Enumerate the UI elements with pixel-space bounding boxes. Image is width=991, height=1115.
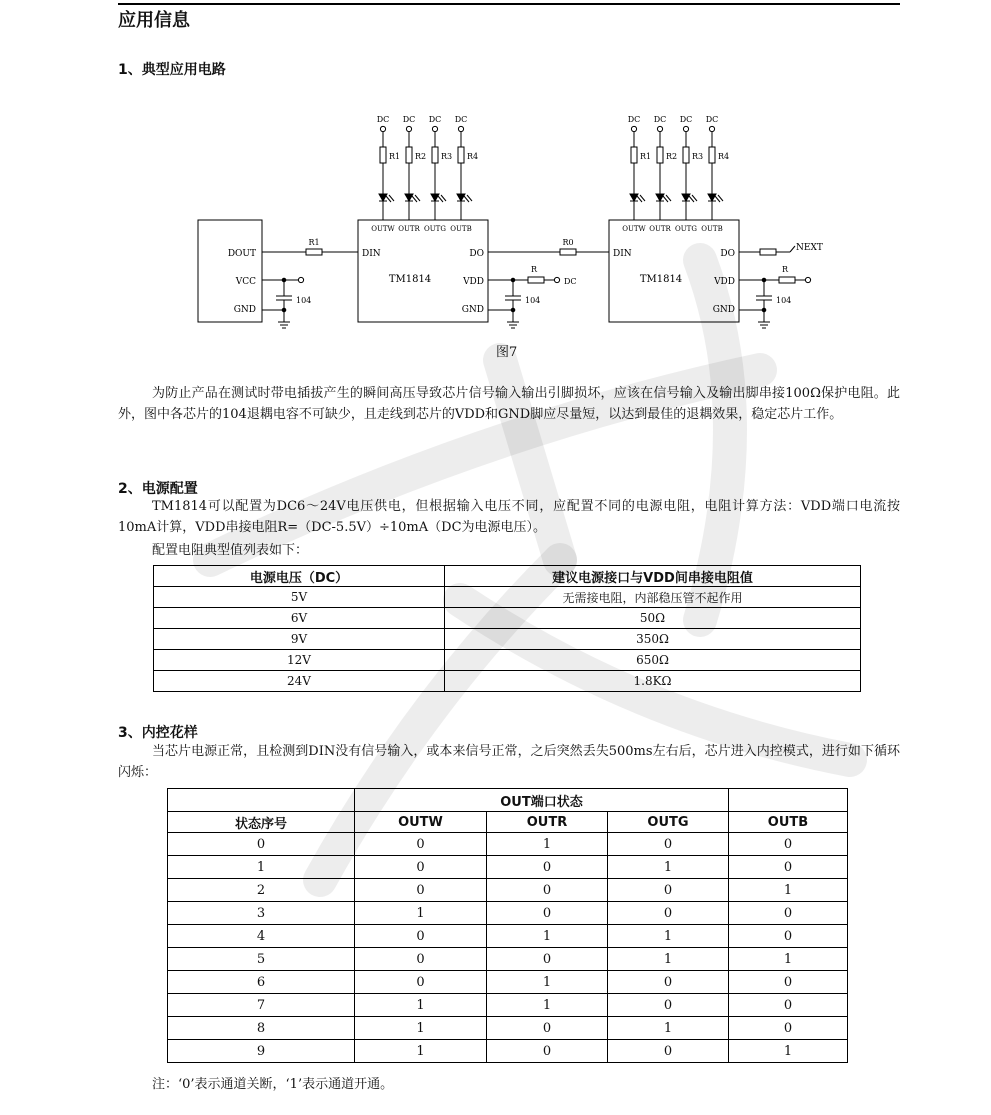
pin-label: DO <box>720 249 735 259</box>
led-symbol <box>656 194 664 201</box>
table-cell: 0 <box>355 879 487 902</box>
terminal <box>554 277 559 282</box>
led-symbol <box>682 194 690 201</box>
table-cell: 0 <box>487 1040 608 1063</box>
table-cell: 0 <box>608 833 729 856</box>
resistor-label: R2 <box>666 152 678 161</box>
dc-label: DC <box>705 115 719 124</box>
group-header: OUT端口状态 <box>355 789 729 812</box>
table-cell: 0 <box>729 833 848 856</box>
resistor-label: R <box>530 265 538 274</box>
resistor-label: R4 <box>718 152 730 161</box>
column-header: 状态序号 <box>168 812 355 833</box>
table-row <box>168 994 848 1017</box>
resistor-label: R1 <box>308 238 320 247</box>
section3-heading: 3、内控花样 <box>118 725 198 741</box>
table-cell: 0 <box>355 833 487 856</box>
dc-label: DC <box>376 115 390 124</box>
figure-caption: 图7 <box>496 345 518 360</box>
resistor-label: R3 <box>692 152 704 161</box>
dc-label: DC <box>653 115 667 124</box>
table-cell: 650Ω <box>445 650 861 671</box>
terminal <box>631 126 636 131</box>
table-cell: 4 <box>168 925 355 948</box>
table-cell: 6V <box>154 608 445 629</box>
terminal <box>683 126 688 131</box>
terminal <box>458 126 463 131</box>
table-cell: 1 <box>168 856 355 879</box>
section1-paragraph: 为防止产品在测试时带电插拔产生的瞬间高压导致芯片信号输入输出引脚损坏，应该在信号输入及输出脚串接100Ω保护电阻。此外，图中各芯片的104退耦电容不可缺少，且走线到芯片的VDD和GND脚应尽量短，以达到最佳的退耦效果，稳定芯片工作。 <box>118 386 900 422</box>
pin-label: GND <box>461 305 484 315</box>
led-resistor <box>406 147 412 163</box>
terminal <box>432 126 437 131</box>
terminal <box>805 277 810 282</box>
empty-header-cell <box>729 789 848 812</box>
table-cell: 1 <box>729 879 848 902</box>
dc-label: DC <box>402 115 416 124</box>
led-resistor <box>657 147 663 163</box>
table-row <box>168 1017 848 1040</box>
table-cell: 1 <box>355 994 487 1017</box>
table-cell: 0 <box>729 994 848 1017</box>
table-cell: 0 <box>355 971 487 994</box>
chip-label: TM1814 <box>388 274 432 285</box>
junction-dot <box>511 308 515 312</box>
output-pin-label: OUTR <box>398 225 420 233</box>
internal-pattern-table <box>167 788 848 1063</box>
pin-label: DIN <box>362 249 381 259</box>
table-cell: 0 <box>487 902 608 925</box>
output-pin-label: OUTR <box>649 225 671 233</box>
dc-label: DC <box>428 115 442 124</box>
section3-paragraph: 当芯片电源正常，且检测到DIN没有信号输入，或本来信号正常，之后突然丢失500ms左右后，芯片进入内控模式，进行如下循环闪烁： <box>118 744 900 780</box>
table-cell: 1 <box>729 948 848 971</box>
table-cell: 5 <box>168 948 355 971</box>
table-cell: 0 <box>487 1017 608 1040</box>
resistor-label: R3 <box>441 152 453 161</box>
vdd-resistor <box>779 277 795 283</box>
terminal <box>380 126 385 131</box>
table-row <box>154 650 861 671</box>
table-cell: 9 <box>168 1040 355 1063</box>
resistor-label: R1 <box>640 152 652 161</box>
application-circuit-diagram <box>190 110 830 335</box>
dc-label: DC <box>679 115 693 124</box>
table-cell: 0 <box>729 1017 848 1040</box>
table-row <box>154 629 861 650</box>
table-cell: 1 <box>608 925 729 948</box>
table-cell: 0 <box>355 948 487 971</box>
column-header: OUTG <box>608 812 729 833</box>
output-pin-label: OUTG <box>675 225 697 233</box>
table-cell: 6 <box>168 971 355 994</box>
led-symbol <box>431 194 439 201</box>
table-cell: 0 <box>168 833 355 856</box>
column-header: OUTW <box>355 812 487 833</box>
table-cell: 1 <box>729 1040 848 1063</box>
next-label: NEXT <box>796 243 823 253</box>
table-row <box>168 925 848 948</box>
led-symbol <box>708 194 716 201</box>
output-pin-label: OUTW <box>371 225 395 233</box>
table-cell: 1 <box>608 948 729 971</box>
section1-heading: 1、典型应用电路 <box>118 62 226 78</box>
table-row <box>168 902 848 925</box>
terminal <box>657 126 662 131</box>
page-title: 应用信息 <box>118 10 190 31</box>
junction-dot <box>762 308 766 312</box>
pin-label: VCC <box>235 277 256 287</box>
table-row <box>168 1040 848 1063</box>
pin-label: VDD <box>714 277 735 287</box>
table-cell: 0 <box>608 971 729 994</box>
pin-label: GND <box>233 305 256 315</box>
table-cell: 1 <box>608 1017 729 1040</box>
table-cell: 5V <box>154 587 445 608</box>
chip-label: TM1814 <box>639 274 683 285</box>
resistor-label: R <box>781 265 789 274</box>
section2-heading: 2、电源配置 <box>118 481 198 497</box>
led-resistor <box>709 147 715 163</box>
table-row <box>168 971 848 994</box>
pin-label: DOUT <box>227 249 256 259</box>
capacitor-label: 104 <box>776 296 792 305</box>
table-cell: 0 <box>487 856 608 879</box>
table-cell: 0 <box>487 948 608 971</box>
capacitor-label: 104 <box>296 296 312 305</box>
output-pin-label: OUTB <box>450 225 472 233</box>
column-header: OUTR <box>487 812 608 833</box>
resistor-label: R4 <box>467 152 479 161</box>
table-cell: 9V <box>154 629 445 650</box>
column-header: OUTB <box>729 812 848 833</box>
terminal <box>298 277 303 282</box>
resistor-label: R0 <box>562 238 574 247</box>
section2-paragraph: TM1814可以配置为DC6～24V电压供电，但根据输入电压不同，应配置不同的电源电阻，电阻计算方法：VDD端口电流按10mA计算，VDD串接电阻R=（DC-5.5V）÷10mA（DC为电源电压）。 <box>118 499 900 535</box>
table-cell: 0 <box>355 925 487 948</box>
output-resistor <box>760 249 776 255</box>
led-symbol <box>405 194 413 201</box>
terminal <box>406 126 411 131</box>
power-config-table <box>153 565 861 692</box>
led-symbol <box>457 194 465 201</box>
table-cell: 2 <box>168 879 355 902</box>
led-symbol <box>630 194 638 201</box>
pin-label: GND <box>712 305 735 315</box>
table-cell: 1 <box>487 971 608 994</box>
dc-label: DC <box>627 115 641 124</box>
table-cell: 350Ω <box>445 629 861 650</box>
table-intro: 配置电阻典型值列表如下： <box>152 543 309 558</box>
led-resistor <box>631 147 637 163</box>
series-resistor <box>560 249 576 255</box>
table-cell: 0 <box>729 925 848 948</box>
table-cell: 1 <box>355 902 487 925</box>
empty-header-cell <box>168 789 355 812</box>
table-cell: 1 <box>487 925 608 948</box>
led-resistor <box>683 147 689 163</box>
dc-label: DC <box>454 115 468 124</box>
table-row <box>154 671 861 692</box>
table-row <box>168 879 848 902</box>
input-resistor <box>306 249 322 255</box>
table-cell: 8 <box>168 1017 355 1040</box>
column-header: 建议电源接口与VDD间串接电阻值 <box>445 566 861 587</box>
table-cell: 1 <box>355 1017 487 1040</box>
table-header-row <box>168 812 848 833</box>
table-cell: 7 <box>168 994 355 1017</box>
table-cell: 1 <box>487 994 608 1017</box>
table-header-row <box>154 566 861 587</box>
table-cell: 0 <box>608 902 729 925</box>
led-symbol <box>379 194 387 201</box>
table-cell: 12V <box>154 650 445 671</box>
table-cell: 0 <box>608 1040 729 1063</box>
output-pin-label: OUTW <box>622 225 646 233</box>
table-row <box>168 833 848 856</box>
table-cell: 0 <box>729 902 848 925</box>
table-cell: 0 <box>608 879 729 902</box>
led-resistor <box>432 147 438 163</box>
table-cell: 1 <box>487 833 608 856</box>
table-cell: 0 <box>729 971 848 994</box>
vdd-resistor <box>528 277 544 283</box>
resistor-label: R2 <box>415 152 427 161</box>
column-header: 电源电压（DC） <box>154 566 445 587</box>
table-note: 注：‘0’表示通道关断，‘1’表示通道开通。 <box>152 1077 394 1092</box>
output-pin-label: OUTG <box>424 225 446 233</box>
table-cell: 1 <box>608 856 729 879</box>
pin-label: DIN <box>613 249 632 259</box>
table-row <box>168 856 848 879</box>
table-row <box>168 948 848 971</box>
table-cell: 24V <box>154 671 445 692</box>
table-row <box>154 608 861 629</box>
table-cell: 0 <box>729 856 848 879</box>
table-cell: 50Ω <box>445 608 861 629</box>
led-resistor <box>380 147 386 163</box>
wire <box>790 246 795 252</box>
output-pin-label: OUTB <box>701 225 723 233</box>
table-cell: 0 <box>608 994 729 1017</box>
led-resistor <box>458 147 464 163</box>
capacitor-label: 104 <box>525 296 541 305</box>
terminal <box>709 126 714 131</box>
table-cell: 0 <box>355 856 487 879</box>
table-group-header-row <box>168 789 848 812</box>
pin-label: DO <box>469 249 484 259</box>
table-row <box>154 587 861 608</box>
table-cell: 无需接电阻，内部稳压管不起作用 <box>445 587 861 608</box>
pin-label: VDD <box>463 277 484 287</box>
resistor-label: R1 <box>389 152 401 161</box>
junction-dot <box>282 308 286 312</box>
table-cell: 0 <box>487 879 608 902</box>
dc-label: DC <box>564 277 577 286</box>
table-cell: 3 <box>168 902 355 925</box>
table-cell: 1.8KΩ <box>445 671 861 692</box>
top-rule <box>118 3 900 5</box>
table-cell: 1 <box>355 1040 487 1063</box>
